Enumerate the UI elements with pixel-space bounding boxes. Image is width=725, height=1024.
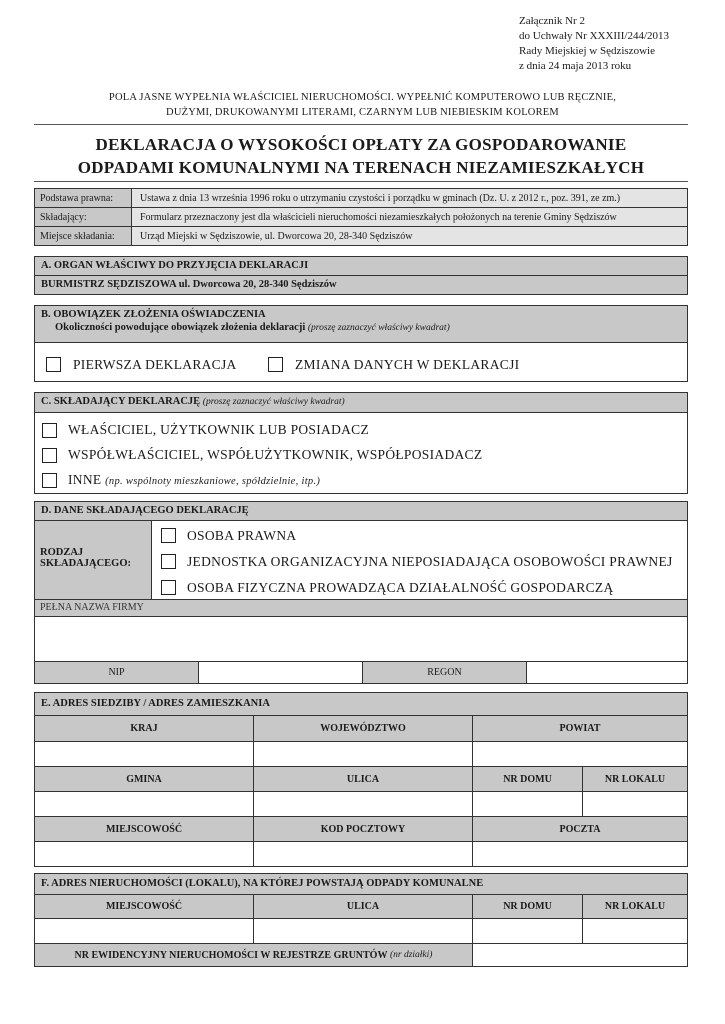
- municipality-label: GMINA: [35, 767, 254, 791]
- section-c-title-wrap: [35, 393, 687, 407]
- sole-trader-label: OSOBA FIZYCZNA PROWADZĄCA DZIAŁALNOŚĆ GOSPODARCZĄ: [187, 580, 614, 595]
- submitter-type-label: [35, 521, 152, 599]
- section-b-subheader: [35, 320, 687, 333]
- registry-number-label-cell: [35, 944, 473, 966]
- street-input[interactable]: [254, 792, 473, 816]
- address-input-row-2: [34, 791, 688, 817]
- firm-name-label: PEŁNA NAZWA FIRMY: [40, 602, 144, 613]
- voivodeship-label: WOJEWÓDZTWO: [254, 716, 473, 741]
- meta-value: Formularz przeznaczony jest dla właścicieli nieruchomości niezamieszkałych położonych na terenie Gminy Sędziszów: [132, 208, 687, 226]
- title-line: DEKLARACJA O WYSOKOŚCI OPŁATY ZA GOSPODAROWANIE: [95, 135, 627, 154]
- section-e-title: E. ADRES SIEDZIBY / ADRES ZAMIESZKANIA: [41, 698, 270, 709]
- type-label-line: RODZAJ: [40, 547, 84, 558]
- meta-value: Ustawa z dnia 13 września 1996 roku o utrzymaniu czystości i porządku w gminach (Dz. U. z 2012 r., poz. 391, ze zm.): [132, 189, 687, 207]
- fill-instructions: [40, 90, 685, 120]
- locality-label: MIEJSCOWOŚĆ: [35, 817, 254, 841]
- registry-number-hint: (nr działki): [389, 950, 433, 960]
- section-a-header: [34, 256, 688, 276]
- other-checkbox[interactable]: [42, 473, 57, 488]
- voivodeship-input[interactable]: [254, 742, 473, 766]
- co-owner-label: WSPÓŁWŁAŚCICIEL, WSPÓŁUŻYTKOWNIK, WSPÓŁPOSIADACZ: [68, 447, 483, 462]
- apartment-number-label: NR LOKALU: [604, 773, 666, 785]
- address-header-row-3: [34, 816, 688, 842]
- instruction-line: DUŻYMI, DRUKOWANYMI LITERAMI, CZARNYM LUB NIEBIESKIM KOLOREM: [166, 107, 559, 118]
- submitter-type-row: [34, 520, 688, 600]
- firm-name-input[interactable]: [34, 616, 688, 662]
- meta-row-submitter: [34, 207, 688, 227]
- annex-line: z dnia 24 maja 2013 roku: [519, 60, 632, 72]
- registry-number-label: NR EWIDENCYJNY NIERUCHOMOŚCI W REJESTRZE GRUNTÓW: [74, 949, 388, 961]
- address-header-row-1: [34, 715, 688, 742]
- sole-trader-checkbox[interactable]: [161, 580, 176, 595]
- co-owner-checkbox[interactable]: [42, 448, 57, 463]
- legal-person-checkbox[interactable]: [161, 528, 176, 543]
- data-change-checkbox[interactable]: [268, 357, 283, 372]
- section-a-body: [34, 275, 688, 295]
- first-declaration-label: PIERWSZA DEKLARACJA: [73, 357, 237, 372]
- firm-name-header: [34, 599, 688, 617]
- divider: [34, 124, 688, 125]
- municipality-input[interactable]: [35, 792, 254, 816]
- section-b-hint: (proszę zaznaczyć właściwy kwadrat): [307, 323, 450, 333]
- type-label-line: SKŁADAJĄCEGO:: [40, 558, 132, 569]
- meta-row-submission-place: [34, 226, 688, 246]
- section-d-title: D. DANE SKŁADAJĄCEGO DEKLARACJĘ: [41, 505, 249, 516]
- property-house-number-input[interactable]: [473, 919, 583, 943]
- meta-label: Podstawa prawna:: [35, 189, 132, 207]
- county-label: POWIAT: [559, 723, 601, 734]
- section-c-header: [34, 392, 688, 413]
- section-b-title: B. OBOWIĄZEK ZŁOŻENIA OŚWIADCZENIA: [41, 309, 266, 320]
- property-header-row: [34, 894, 688, 919]
- legal-person-label: OSOBA PRAWNA: [187, 528, 297, 543]
- section-b-options: [34, 342, 688, 382]
- authority-name: BURMISTRZ SĘDZISZOWA ul. Dworcowa 20, 28-340 Sędziszów: [41, 279, 337, 290]
- annex-line: Rady Miejskiej w Sędziszowie: [519, 45, 655, 57]
- meta-label: Składający:: [35, 208, 132, 226]
- nip-label: NIP: [35, 662, 199, 683]
- section-f-header: [34, 873, 688, 895]
- meta-value: Urząd Miejski w Sędziszowie, ul. Dworcowa 20, 28-340 Sędziszów: [132, 227, 687, 245]
- annex-reference: [519, 14, 669, 74]
- section-c-hint: (proszę zaznaczyć właściwy kwadrat): [202, 397, 345, 407]
- country-label: KRAJ: [35, 716, 254, 741]
- annex-line: Załącznik Nr 2: [519, 15, 585, 27]
- registry-number-row: [34, 943, 688, 967]
- section-f-title: F. ADRES NIERUCHOMOŚCI (LOKALU), NA KTÓREJ POWSTAJĄ ODPADY KOMUNALNE: [41, 878, 484, 889]
- instruction-line: POLA JASNE WYPEŁNIA WŁAŚCICIEL NIERUCHOMOŚCI. WYPEŁNIĆ KOMPUTEROWO LUB RĘCZNIE,: [108, 92, 617, 103]
- first-declaration-checkbox[interactable]: [46, 357, 61, 372]
- meta-row-legal-basis: [34, 188, 688, 208]
- other-hint: (np. wspólnoty mieszkaniowe, spółdzielnie, itp.): [105, 476, 321, 487]
- country-input[interactable]: [35, 742, 254, 766]
- house-number-input[interactable]: [473, 792, 583, 816]
- registry-number-input[interactable]: [473, 944, 687, 966]
- owner-label: WŁAŚCICIEL, UŻYTKOWNIK LUB POSIADACZ: [68, 422, 370, 437]
- postal-code-label: KOD POCZTOWY: [254, 817, 473, 841]
- property-apartment-number-label: NR LOKALU: [604, 901, 666, 912]
- property-street-input[interactable]: [254, 919, 473, 943]
- locality-input[interactable]: [35, 842, 254, 866]
- title-line: ODPADAMI KOMUNALNYMI NA TERENACH NIEZAMIESZKAŁYCH: [77, 158, 645, 177]
- street-label: ULICA: [254, 767, 473, 791]
- post-office-label: POCZTA: [559, 823, 601, 835]
- section-c-title: C. SKŁADAJĄCY DEKLARACJĘ: [41, 396, 201, 407]
- postal-code-input[interactable]: [254, 842, 473, 866]
- address-input-row-3: [34, 841, 688, 867]
- owner-checkbox[interactable]: [42, 423, 57, 438]
- other-option: [68, 472, 320, 488]
- other-label: INNE: [68, 472, 102, 487]
- data-change-label: ZMIANA DANYCH W DEKLARACJI: [295, 357, 520, 372]
- meta-label: Miejsce składania:: [35, 227, 132, 245]
- property-locality-input[interactable]: [35, 919, 254, 943]
- divider: [34, 181, 688, 182]
- property-input-row: [34, 918, 688, 944]
- house-number-label: NR DOMU: [473, 767, 583, 791]
- section-b-subtitle: Okoliczności powodujące obowiązek złożenia deklaracji: [55, 322, 306, 333]
- county-input[interactable]: [473, 742, 687, 766]
- organizational-unit-checkbox[interactable]: [161, 554, 176, 569]
- regon-input[interactable]: [527, 662, 687, 683]
- organizational-unit-label: JEDNOSTKA ORGANIZACYJNA NIEPOSIADAJĄCA OSOBOWOŚCI PRAWNEJ: [187, 554, 673, 569]
- address-input-row-1: [34, 741, 688, 767]
- regon-label: REGON: [363, 662, 527, 683]
- address-header-row-2: [34, 766, 688, 792]
- section-b-header: [34, 305, 688, 343]
- apartment-number-input[interactable]: [583, 792, 687, 816]
- section-e-header: [34, 692, 688, 716]
- property-street-label: ULICA: [254, 895, 473, 918]
- property-house-number-label: NR DOMU: [473, 895, 583, 918]
- property-apartment-number-input[interactable]: [583, 919, 687, 943]
- section-c-options: [34, 412, 688, 494]
- post-office-input[interactable]: [473, 842, 687, 866]
- annex-line: do Uchwały Nr XXXIII/244/2013: [519, 30, 669, 42]
- section-a-title: A. ORGAN WŁAŚCIWY DO PRZYJĘCIA DEKLARACJI: [41, 260, 309, 271]
- nip-regon-row: [34, 661, 688, 684]
- nip-input[interactable]: [199, 662, 363, 683]
- property-locality-label: MIEJSCOWOŚĆ: [35, 895, 254, 918]
- section-d-header: [34, 501, 688, 521]
- form-title: [34, 133, 688, 179]
